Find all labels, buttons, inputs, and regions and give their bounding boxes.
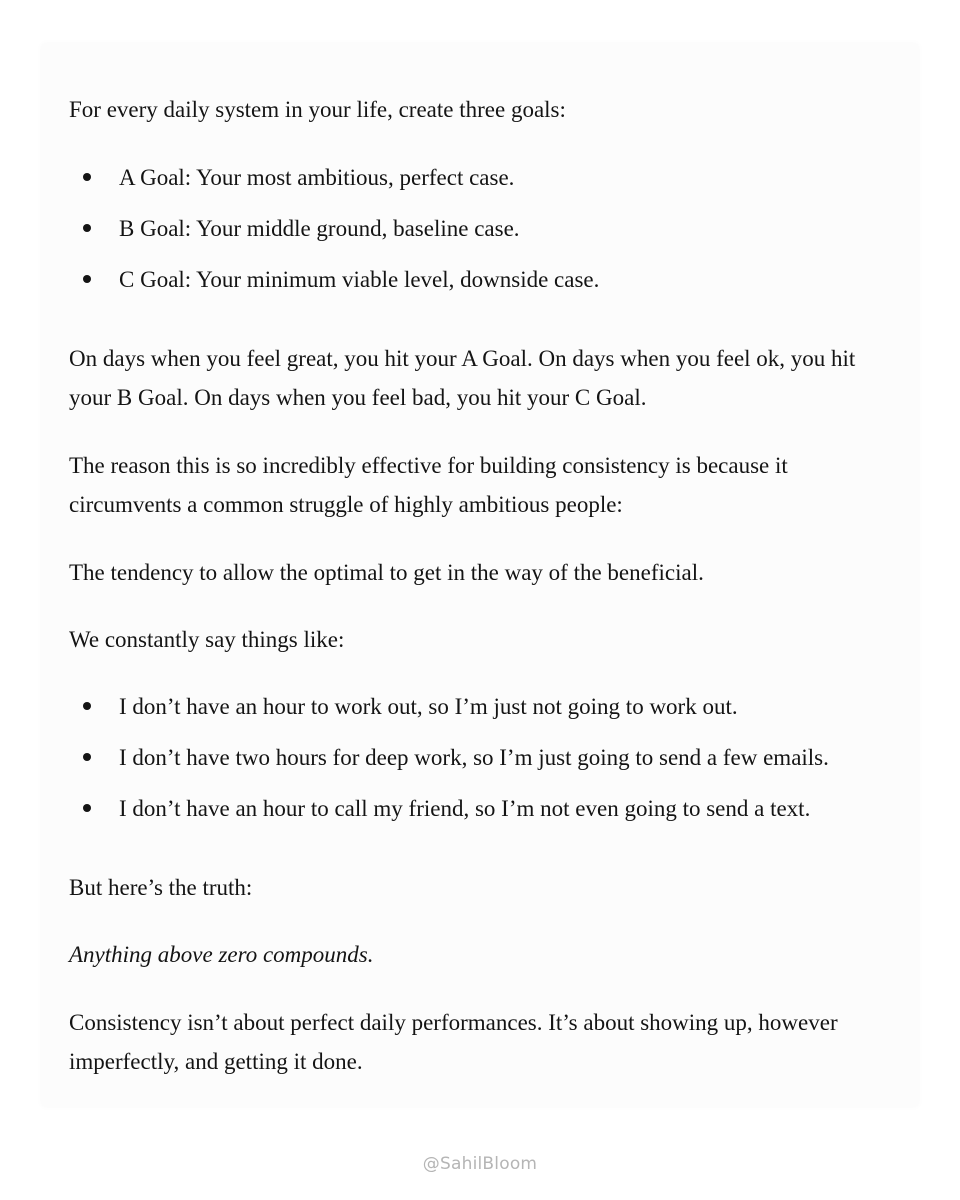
paragraph-days: On days when you feel great, you hit your A Goal. On days when you feel ok, you hit your B Goal. On days when you feel bad, you hit your C Goal. bbox=[69, 346, 856, 410]
bullet-icon bbox=[83, 753, 91, 761]
bullet-icon bbox=[83, 702, 91, 710]
list-item: I don’t have an hour to work out, so I’m just not going to work out. bbox=[69, 687, 899, 738]
bullet-icon bbox=[83, 804, 91, 812]
paragraph-truth: But here’s the truth: bbox=[69, 875, 253, 900]
bullet-icon bbox=[83, 173, 91, 181]
list-item: B Goal: Your middle ground, baseline case. bbox=[69, 209, 899, 260]
paragraph-reason: The reason this is so incredibly effective for building consistency is because it circumvents a common struggle of highly ambitious people: bbox=[69, 453, 788, 517]
bullet-icon bbox=[83, 224, 91, 232]
list-item: I don’t have two hours for deep work, so I’m just going to send a few emails. bbox=[69, 738, 899, 789]
goals-list bbox=[69, 158, 899, 311]
list-item: C Goal: Your minimum viable level, downside case. bbox=[69, 260, 899, 311]
paragraph-say: We constantly say things like: bbox=[69, 627, 345, 652]
paragraph-consistency: Consistency isn’t about perfect daily performances. It’s about showing up, however imperfectly, and getting it done. bbox=[69, 1010, 838, 1074]
paragraph-intro: For every daily system in your life, create three goals: bbox=[69, 97, 566, 122]
paragraph-tendency: The tendency to allow the optimal to get in the way of the beneficial. bbox=[69, 560, 704, 585]
list-item: A Goal: Your most ambitious, perfect case. bbox=[69, 158, 899, 209]
bullet-icon bbox=[83, 275, 91, 283]
author-watermark: @SahilBloom bbox=[422, 1154, 538, 1174]
paragraph-compounds: Anything above zero compounds. bbox=[69, 942, 374, 967]
list-item: I don’t have an hour to call my friend, so I’m not even going to send a text. bbox=[69, 789, 899, 840]
excuses-list bbox=[69, 687, 899, 840]
